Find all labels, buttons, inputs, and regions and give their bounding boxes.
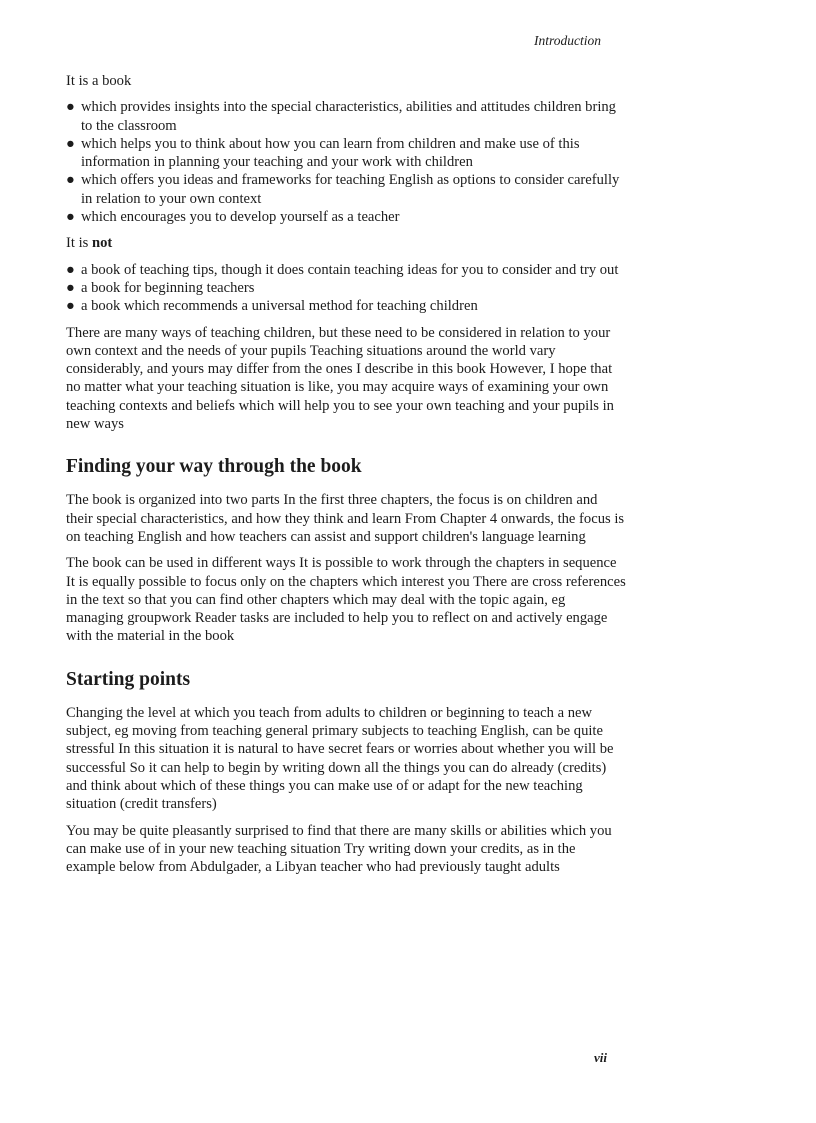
list-item — [66, 208, 626, 226]
it-is-not-lead — [66, 234, 626, 252]
list-item — [66, 98, 626, 135]
bullet-icon: ● — [66, 99, 75, 116]
finding-paragraph: The book is organized into two parts In the first three chapters, the focus is on children and their special characteristics, and how they think and learn From Chapter 4 onwards, the focus is on teaching English and how teachers can assist and support children's language learning — [66, 492, 625, 545]
bullet-icon: ● — [66, 135, 75, 152]
list-item-text: a book for beginning teachers — [81, 279, 255, 296]
starting-paragraph: You may be quite pleasantly surprised to find that there are many skills or abilities which you can make use of in your new teaching situation Try writing down your credits, as in the example below from Abdulgader, a Libyan teacher who had previously taught adults — [66, 822, 612, 876]
bullet-icon: ● — [66, 209, 75, 226]
running-head: Introduction — [534, 33, 601, 48]
intro-closing-paragraph: There are many ways of teaching children, but these need to be considered in relation to your own context and the needs of your pupils Teaching situations around the world vary considerably, and yours may differ from the ones I describe in this book However, I hope that no matter what your teaching situation is like, you may acquire ways of examining your own teaching contexts and beliefs which will help you to see your own teaching and your pupils in new ways — [66, 324, 614, 433]
it-is-list — [66, 98, 626, 226]
body-text — [66, 72, 626, 884]
list-item-text: which encourages you to develop yourself as a teacher — [81, 209, 400, 226]
list-item — [66, 261, 626, 279]
list-item — [66, 297, 626, 315]
finding-paragraph: The book can be used in different ways It is possible to work through the chapters in sequence It is equally possible to focus only on the chapters which interest you There are cross references in the text so that you can find other chapters which may deal with the topic again, eg managing groupwork Reader tasks are included to help you to reflect on and actively engage with the material in the book — [66, 555, 626, 645]
bullet-icon: ● — [66, 172, 75, 189]
list-item — [66, 279, 626, 297]
starting-paragraph: Changing the level at which you teach from adults to children or beginning to teach a new subject, eg moving from teaching general primary subjects to teaching English, can be quite stressful In this situation it is natural to have secret fears or worries about whether you will be successful So it can help to begin by writing down all the things you can do already (credits) and think about which of these things you can make use of or adapt for the new teaching situation (credit transfers) — [66, 704, 614, 813]
list-item-text: a book which recommends a universal method for teaching children — [81, 298, 478, 315]
it-is-not-emphasis: not — [91, 235, 113, 252]
list-item-text: a book of teaching tips, though it does contain teaching ideas for you to consider and try out — [81, 261, 619, 278]
bullet-icon: ● — [66, 261, 75, 278]
page-number: vii — [594, 1050, 607, 1065]
it-is-not-prefix: It is — [66, 235, 92, 252]
list-item-text: which provides insights into the special characteristics, abilities and attitudes children bring to the classroom — [81, 99, 616, 134]
list-item — [66, 135, 626, 172]
section-heading-starting: Starting points — [66, 668, 191, 690]
section-heading-finding: Finding your way through the book — [66, 456, 362, 478]
bullet-icon: ● — [66, 279, 75, 296]
bullet-icon: ● — [66, 298, 75, 315]
it-is-lead: It is a book — [66, 73, 132, 89]
list-item — [66, 171, 626, 208]
it-is-not-list — [66, 261, 626, 316]
list-item-text: which offers you ideas and frameworks for teaching English as options to consider carefully in relation to your own context — [81, 172, 620, 207]
list-item-text: which helps you to think about how you can learn from children and make use of this information in planning your teaching and your work with children — [81, 135, 580, 171]
